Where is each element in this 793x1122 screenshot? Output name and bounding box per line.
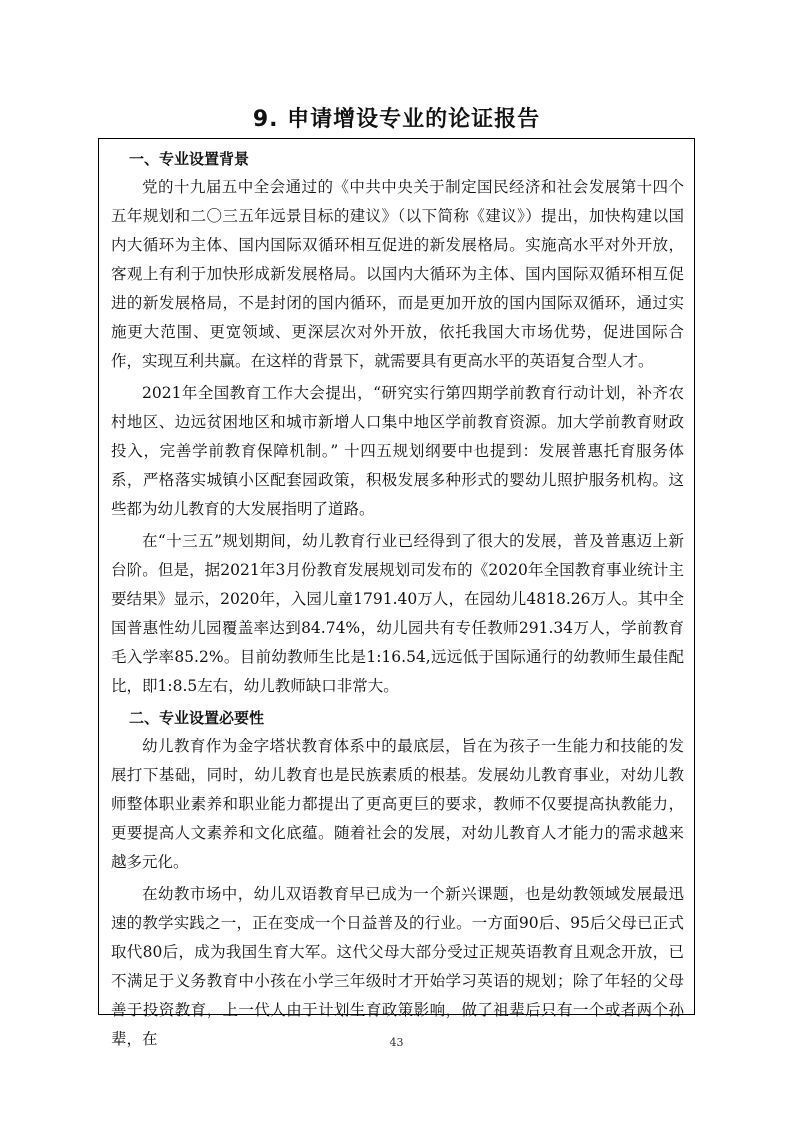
page-number: 43	[389, 1036, 404, 1049]
paragraph: 在幼教市场中，幼儿双语教育早已成为一个新兴课题，也是幼教领域发展最迅速的教学实践之一，正在变成一个日益普及的行业。一方面90后、95后父母已正式取代80后，成为我国生育大军。这代父母大部分受过正规英语教育且观念开放，已不满足于义务教育中小孩在小学三年级时才开始学习英语的规划；除了年轻的父母善于投资教育，上一代人由于计划生育政策影响，做了祖辈后只有一个或者两个孙辈，在	[111, 885, 684, 1048]
paragraph: 幼儿教育作为金字塔状教育体系中的最底层，旨在为孩子一生能力和技能的发展打下基础，同时，幼儿教育也是民族素质的根基。发展幼儿教育事业，对幼儿教师整体职业素养和职业能力都提出了更高更巨的要求，教师不仅要提高执教能力，更要提高人文素养和文化底蕴。随着社会的发展，对幼儿教育人才能力的需求越来越多元化。	[111, 737, 684, 871]
section-heading-necessity: 二、专业设置必要性	[129, 709, 265, 727]
paragraph: 党的十九届五中全会通过的《中共中央关于制定国民经济和社会发展第十四个五年规划和二〇三五年远景目标的建议》（以下简称《建议》）提出，加快构建以国内大循环为主体、国内国际双循环相互促进的新发展格局。实施高水平对外开放，客观上有利于加快形成新发展格局。以国内大循环为主体、国内国际双循环相互促进的新发展格局，不是封闭的国内循环，而是更加开放的国内国际双循环，通过实施更大范围、更宽领域、更深层次对外开放，依托我国大市场优势，促进国际合作，实现互利共赢。在这样的背景下，就需要具有更高水平的英语复合型人才。	[111, 178, 684, 370]
document-title: 9. 申请增设专业的论证报告	[252, 107, 541, 132]
paragraph: 2021年全国教育工作大会提出，“研究实行第四期学前教育行动计划，补齐农村地区、边远贫困地区和城市新增人口集中地区学前教育资源。加大学前教育财政投入，完善学前教育保障机制。” 十四五规划纲要中也提到：发展普惠托育服务体系，严格落实城镇小区配套园政策，积极发展多种形式的婴幼儿照护服务机构。这些都为幼儿教育的大发展指明了道路。	[111, 384, 684, 518]
section-heading-background: 一、专业设置背景	[129, 150, 250, 168]
paragraph: 在“十三五”规划期间，幼儿教育行业已经得到了很大的发展，普及普惠迈上新台阶。但是，据2021年3月份教育发展规划司发布的《2020年全国教育事业统计主要结果》显示，2020年，入园儿童1791.40万人，在园幼儿4818.26万人。其中全国普惠性幼儿园覆盖率达到84.74%，幼儿园共有专任教师291.34万人，学前教育毛入学率85.2%。目前幼教师生比是1:16.54,远远低于国际通行的幼教师生最佳配比，即1:8.5左右，幼儿教师缺口非常大。	[111, 532, 684, 695]
